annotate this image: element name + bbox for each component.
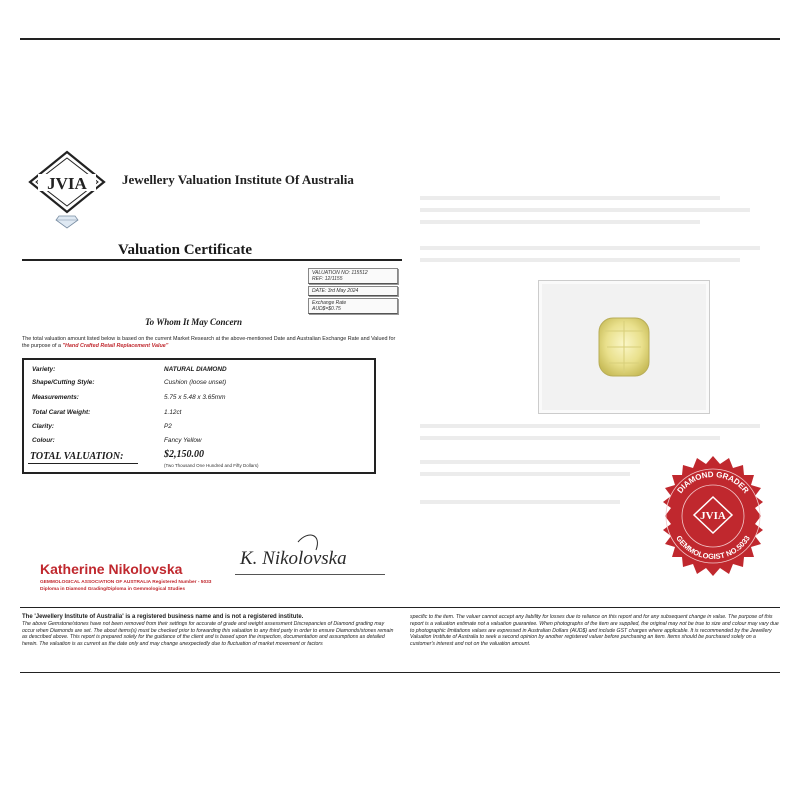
valuation-date: DATE: 3rd May 2024 xyxy=(308,286,398,296)
disclaimer-left xyxy=(22,614,396,648)
exchange-label: Exchange Rate xyxy=(312,300,347,306)
intro-paragraph xyxy=(22,336,400,350)
signatory-association: GEMMOLOGICAL ASSOCIATION OF AUSTRALIA Registered Number - 5033 xyxy=(40,580,212,585)
salutation: To Whom It May Concern xyxy=(145,317,243,327)
bottom-rule xyxy=(20,672,780,673)
certificate-title: Valuation Certificate xyxy=(118,242,253,258)
exchange-rate xyxy=(308,298,398,314)
disclaimer-left-text: The above Gemstone/stones have not been removed from their settings for accurate of grade and weight assessment Discrepancies of Diamond grading may occur when Diamonds are set. The about items(s) must be checked prior to forwarding this valuation to any third party in order to ensure Diamonds/stones remain as described above. This report is prepared solely for the guidance of the client and is based upon the inspection, documentation and assumptions as detailed herein. The valuation is as current as the date only and may change unexpectedly due to fluctuation of market movement or factors xyxy=(22,620,394,648)
bleed-line xyxy=(420,472,630,476)
jvia-logo xyxy=(26,150,108,230)
total-valuation-value: $2,150.00 xyxy=(164,449,204,460)
bleed-line xyxy=(420,500,620,504)
title-rule xyxy=(22,259,402,261)
grading-table: Variety: NATURAL DIAMOND Shape/Cutting Style: Cushion (loose unset) Measurements: 5.75 x 5.48 x 3.65mm Total Carat Weight: 1.12ct Clarity: P2 Colour: Fancy Yellow TOTAL VALUATION: $2,150.00 (Two Thousand One Hundred and Fifty Dollars) xyxy=(22,358,376,474)
valuation-number: VALUATION NO: 115512 xyxy=(312,270,368,276)
signature xyxy=(238,528,388,580)
bleed-line xyxy=(420,460,640,464)
disclaimer-right xyxy=(410,614,780,648)
bleed-line xyxy=(420,258,740,262)
reference-number: REF: 12/1155 xyxy=(312,276,343,282)
logo-text: JVIA xyxy=(47,174,87,193)
signatory-diploma: Diploma in Diamond Grading/Diploma in Gemmological Studies xyxy=(40,587,185,592)
seal-center-text: JVIA xyxy=(700,510,726,522)
top-rule xyxy=(20,38,780,40)
diamond-icon xyxy=(56,216,78,228)
signature-text: K. Nikolovska xyxy=(240,548,347,569)
intro-text: The total valuation amount listed below is based on the current Market Research at the above-mentioned Date and Australian Exchange Rate and Valued for the purpose of a xyxy=(22,336,396,349)
valuation-number-ref xyxy=(308,268,398,284)
exchange-value: AUD$=$0.75 xyxy=(312,306,341,312)
disclaimer-right-text: specific to the item. The valuer cannot accept any liability for losses due to reliance on this report and for any subsequent change in value. The purpose of this report is a valuation estimate not a valuation guarantee. When photographs of the item are supplied, the original may not be true to size and colour may vary due to photographic limitations values are expressed in Australian Dollars (AUD$) and include GST charges where applicable. It is recommended by the Jewellery Valuation Institute of Australia to seek a second opinion by another registered valuer before purchasing an item. Items should be purchased solely on a customer's interest and not on the valuation amount. xyxy=(410,614,779,648)
disclaimer-rule xyxy=(20,607,780,608)
total-rule xyxy=(28,463,138,464)
seal-bottom-text: GEMMOLOGIST NO.5033 xyxy=(674,533,752,562)
diamond-photo xyxy=(538,280,710,414)
signature-line xyxy=(235,574,385,575)
valuation-meta-box xyxy=(308,268,398,316)
disclaimer-heading: The 'Jewellery Institute of Australia' is a registered business name and is not a registered institute. xyxy=(22,614,304,620)
yellow-diamond-icon xyxy=(539,281,709,413)
total-valuation-words: (Two Thousand One Hundred and Fifty Dollars) xyxy=(164,463,259,468)
signatory-name: Katherine Nikolovska xyxy=(40,561,183,577)
bleed-line xyxy=(420,436,720,440)
bleed-line xyxy=(420,196,720,200)
institute-name: Jewellery Valuation Institute Of Australia xyxy=(122,172,354,187)
bleed-line xyxy=(420,208,750,212)
bleed-line xyxy=(420,220,700,224)
intro-purpose: "Hand Crafted Retail Replacement Value" xyxy=(62,343,169,349)
total-valuation-label: TOTAL VALUATION: xyxy=(30,451,124,462)
bleed-line xyxy=(420,246,760,250)
seal-top-text: DIAMOND GRADER xyxy=(675,469,751,496)
diamond-grader-seal xyxy=(652,455,774,577)
bleed-line xyxy=(420,424,760,428)
